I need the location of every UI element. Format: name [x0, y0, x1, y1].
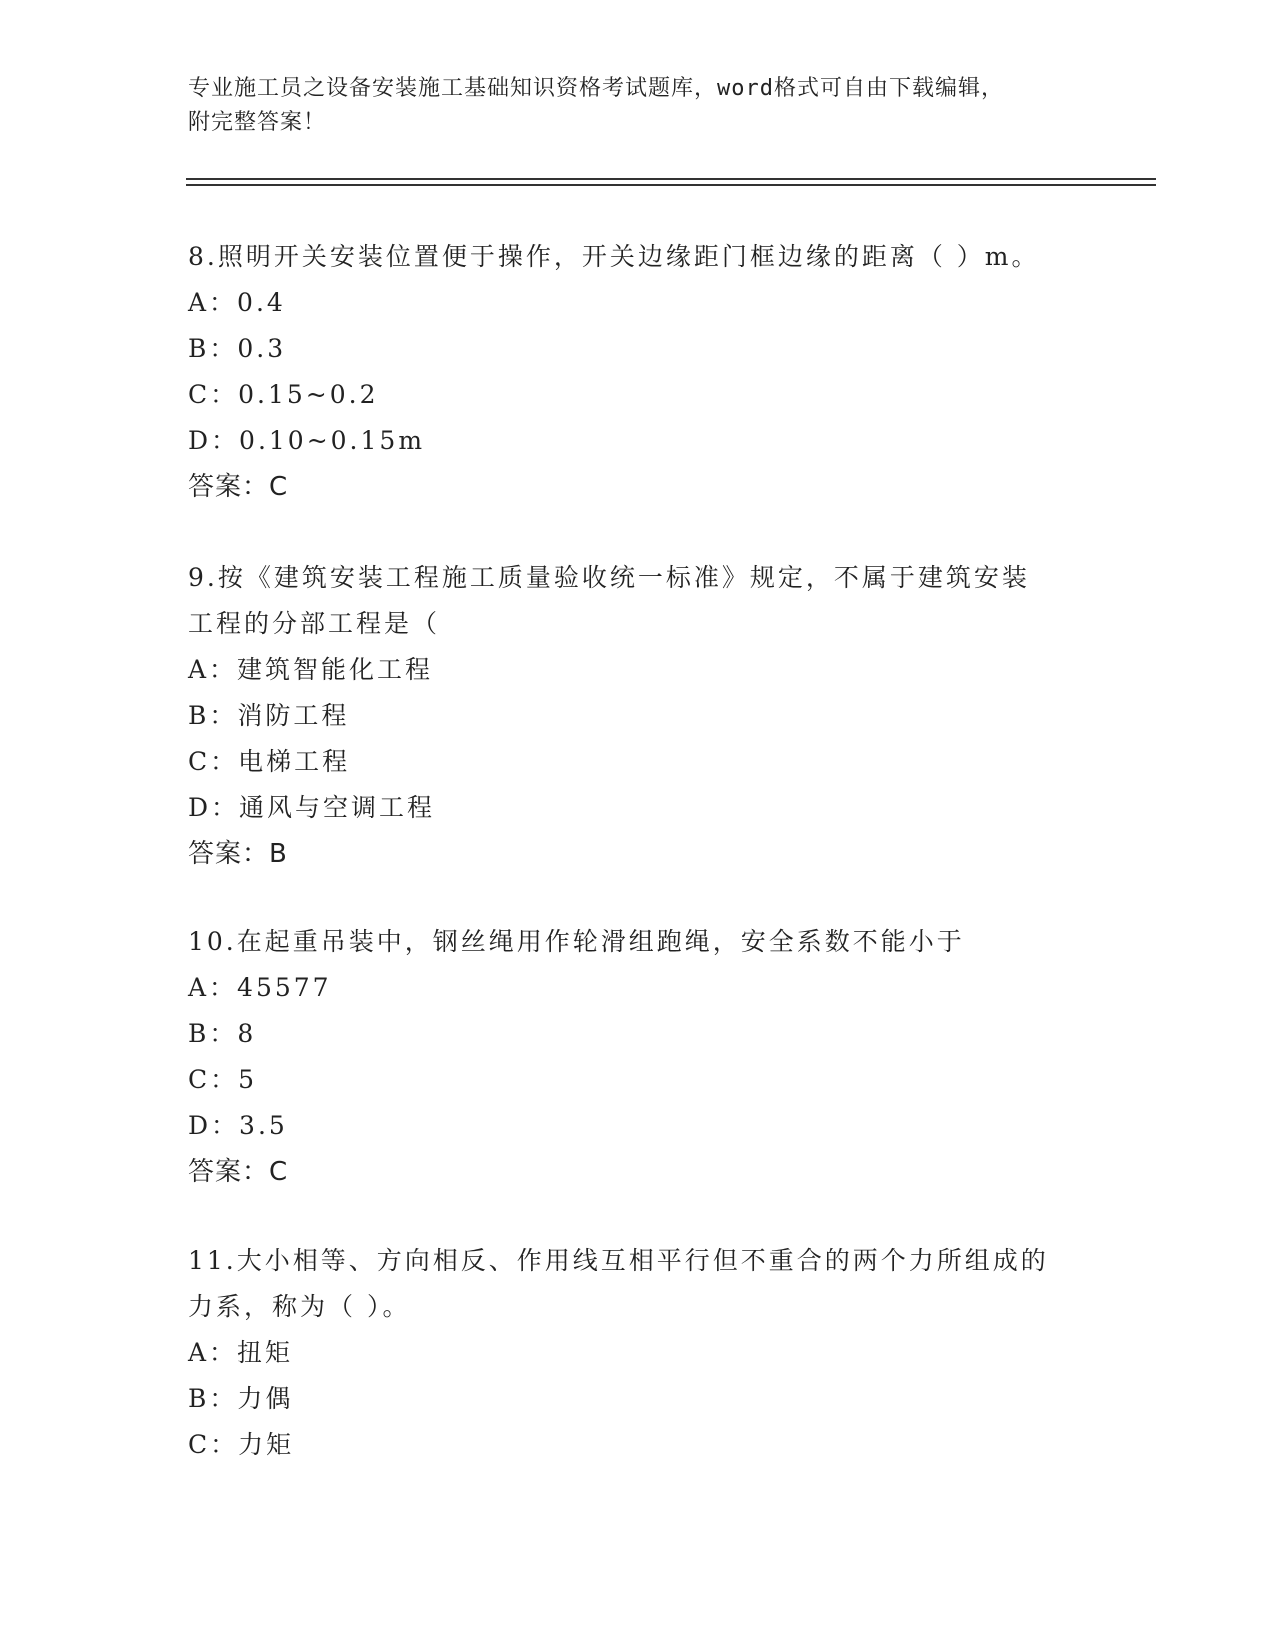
question-text: 9.按《建筑安装工程施工质量验收统一标准》规定，不属于建筑安装 — [188, 563, 1030, 592]
option-d: D：0.10~0.15m — [188, 426, 426, 455]
question-9 — [188, 555, 1088, 877]
option-a: A：扭矩 — [188, 1338, 294, 1367]
answer: 答案：B — [188, 839, 288, 869]
header-divider-bottom — [186, 184, 1156, 186]
question-text-continued: 工程的分部工程是（ — [188, 609, 441, 638]
header-line-2: 附完整答案！ — [188, 110, 327, 135]
answer: 答案：C — [188, 472, 289, 502]
option-a: A：45577 — [188, 973, 332, 1002]
question-8 — [188, 234, 1088, 510]
option-c: C：力矩 — [188, 1430, 295, 1459]
question-10 — [188, 919, 1088, 1195]
option-b: B：0.3 — [188, 334, 287, 363]
option-a: A：0.4 — [188, 288, 286, 317]
question-text: 8.照明开关安装位置便于操作，开关边缘距门框边缘的距离（ ）m。 — [188, 242, 1040, 271]
option-c: C：5 — [188, 1065, 258, 1094]
answer: 答案：C — [188, 1157, 289, 1187]
option-c: C：电梯工程 — [188, 747, 351, 776]
header-divider-top — [186, 178, 1156, 180]
header-line-1: 专业施工员之设备安装施工基础知识资格考试题库，word格式可自由下载编辑， — [188, 76, 1004, 101]
question-11 — [188, 1238, 1088, 1468]
option-b: B：消防工程 — [188, 701, 350, 730]
option-d: D：3.5 — [188, 1111, 288, 1140]
option-b: B：8 — [188, 1019, 257, 1048]
question-text: 11.大小相等、方向相反、作用线互相平行但不重合的两个力所组成的 — [188, 1246, 1049, 1275]
question-text: 10.在起重吊装中，钢丝绳用作轮滑组跑绳，安全系数不能小于 — [188, 927, 965, 956]
option-b: B：力偶 — [188, 1384, 294, 1413]
option-a: A：建筑智能化工程 — [188, 655, 434, 684]
document-header — [188, 72, 1068, 140]
option-d: D：通风与空调工程 — [188, 793, 436, 822]
option-c: C：0.15~0.2 — [188, 380, 379, 409]
question-text-continued: 力系，称为（ ）。 — [188, 1292, 411, 1321]
